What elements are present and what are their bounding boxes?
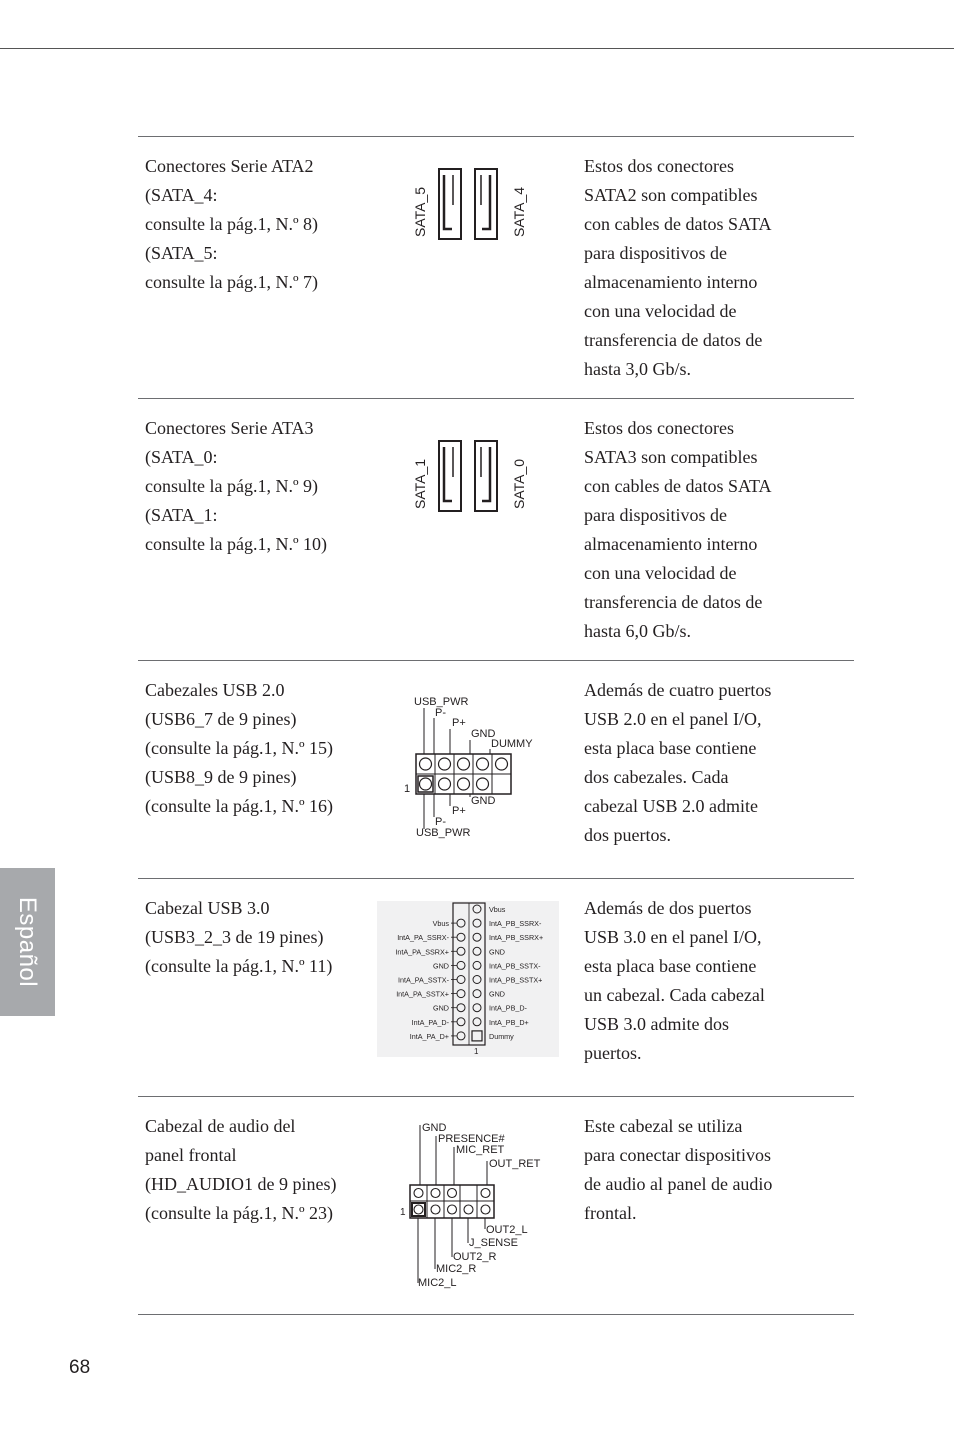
usb3-pin [473,947,481,955]
usb3-right-pins [472,905,543,1041]
text-line: consulte la pág.1, N.º 9) [145,476,319,496]
text-line: con una velocidad de [584,563,737,583]
mic2-l-label: MIC2_L [418,1277,457,1289]
text-line: Estos dos conectores [584,418,734,438]
usb3-description [145,894,370,981]
usb3-right-pin-label: IntA_PB_D- [489,1003,527,1013]
text-line: hasta 6,0 Gb/s. [584,621,691,641]
usb3-pin [457,961,465,969]
usb3-pin [473,1004,481,1012]
text-line: USB 3.0 admite dos [584,1014,730,1034]
sata4-label: SATA_4 [511,186,527,237]
text-line: Cabezales USB 2.0 [145,680,285,700]
text-line: USB 3.0 en el panel I/O, [584,927,762,947]
text-line: Cabezal USB 3.0 [145,898,270,918]
usb3-right-pin-label: IntA_PB_SSTX- [489,961,541,971]
usb3-pin1-marker [472,1031,482,1041]
text-line: (SATA_0: [145,447,218,467]
text-line: (SATA_5: [145,243,218,263]
hd-audio-description [145,1112,370,1228]
row-hd-audio [138,1097,854,1314]
text-line: dos cabezales. Cada [584,767,729,787]
j-sense-label: J_SENSE [469,1237,518,1249]
row-usb2 [138,661,854,878]
row-sata3 [138,399,854,660]
usb3-pin1-label: 1 [474,1047,479,1056]
usb3-right-pin-label: GND [489,947,505,957]
usb3-right-pin-label: Dummy [489,1031,514,1041]
text-line: consulte la pág.1, N.º 7) [145,272,319,292]
usb2-description [145,676,370,821]
usb3-left-pin-label: IntA_PA_D+ [409,1031,449,1041]
usb3-left-pin-label: GND [433,1003,449,1013]
usb3-left-pin-label: IntA_PA_SSTX- [398,975,449,985]
mic2-r-label: MIC2_R [436,1263,477,1275]
usb3-header-diagram [377,901,559,1057]
usb3-pin [473,1018,481,1026]
usb3-pin [457,947,465,955]
text-line: SATA2 son compatibles [584,185,758,205]
row-sata2 [138,137,854,398]
usb3-right-pin-label: IntA_PB_SSRX- [489,919,542,929]
text-line: transferencia de datos de [584,330,763,350]
usb3-right-pin-label: IntA_PB_SSTX+ [489,975,543,985]
usb3-pin [457,976,465,984]
usb3-left-pin-label: Vbus [432,919,449,929]
page-number: 68 [69,1357,91,1378]
usb3-right-pin-label: IntA_PB_SSRX+ [489,933,544,943]
text-line: USB 2.0 en el panel I/O, [584,709,762,729]
sata0-label: SATA_0 [511,458,527,509]
sata5-label: SATA_5 [412,186,428,237]
text-line: para dispositivos de [584,243,727,263]
p-plus-top-label: P+ [452,717,466,729]
usb-pwr-bottom-label: USB_PWR [416,827,471,839]
text-line: Estos dos conectores [584,156,734,176]
text-line: para conectar dispositivos [584,1145,771,1165]
text-line: Este cabezal se utiliza [584,1116,743,1136]
text-line: (consulte la pág.1, N.º 15) [145,738,334,758]
text-line: de audio al panel de audio [584,1174,773,1194]
text-line: (HD_AUDIO1 de 9 pines) [145,1174,337,1194]
usb3-pin [457,1004,465,1012]
language-tab [0,868,55,1016]
usb3-pin [457,1018,465,1026]
usb3-pin [473,933,481,941]
usb3-left-pin-label: IntA_PA_D- [411,1017,449,1027]
usb3-pin [473,919,481,927]
usb3-right-pin-label: IntA_PB_D+ [489,1017,529,1027]
p-plus-bottom-label: P+ [452,805,466,817]
sata3-description [145,414,370,559]
usb3-pin [473,976,481,984]
usb3-pin [473,905,481,913]
usb3-pin [457,1032,465,1040]
out2-l-label: OUT2_L [486,1224,528,1236]
text-line: (SATA_1: [145,505,218,525]
sata2-explanation [584,152,844,384]
text-line: con cables de datos SATA [584,476,772,496]
top-rule [0,48,954,49]
out2-r-label: OUT2_R [453,1251,497,1263]
usb3-pin [473,990,481,998]
text-line: consulte la pág.1, N.º 8) [145,214,319,234]
sata3-explanation [584,414,844,646]
audio-pin1-label: 1 [400,1207,406,1218]
text-line: frontal. [584,1203,637,1223]
text-line: (consulte la pág.1, N.º 11) [145,956,333,976]
usb3-pin [457,933,465,941]
presence-label: PRESENCE# [438,1133,505,1145]
hd-audio-explanation [584,1112,844,1228]
text-line: (consulte la pág.1, N.º 16) [145,796,334,816]
usb3-pin [457,919,465,927]
text-line: con cables de datos SATA [584,214,772,234]
usb3-left-pin-label: GND [433,961,449,971]
text-line: (SATA_4: [145,185,218,205]
usb3-right-pin-label: GND [489,989,505,999]
text-line: esta placa base contiene [584,738,757,758]
usb2-explanation [584,676,844,850]
text-line: cabezal USB 2.0 admite [584,796,758,816]
text-line: esta placa base contiene [584,956,757,976]
language-tab-label: Español [14,896,42,988]
text-line: puertos. [584,1043,642,1063]
gnd-bottom-label: GND [471,795,496,807]
text-line: (consulte la pág.1, N.º 23) [145,1203,334,1223]
text-line: hasta 3,0 Gb/s. [584,359,691,379]
text-line: dos puertos. [584,825,671,845]
mic-ret-label: MIC_RET [456,1144,505,1156]
text-line: consulte la pág.1, N.º 10) [145,534,328,554]
hd-audio-header-diagram [398,1117,548,1291]
out-ret-label: OUT_RET [489,1158,541,1170]
usb3-pin [457,990,465,998]
sata1-label: SATA_1 [412,458,428,509]
usb2-header-diagram [400,691,550,843]
gnd-top-label: GND [471,728,496,740]
text-line: (USB8_9 de 9 pines) [145,767,297,787]
row-usb3 [138,879,854,1096]
text-line: un cabezal. Cada cabezal [584,985,765,1005]
sata2-description [145,152,370,297]
text-line: Además de cuatro puertos [584,680,772,700]
usb3-pin [473,961,481,969]
usb-pwr-top-label: USB_PWR [414,696,469,708]
dummy-label: DUMMY [491,738,533,750]
pin1-label: 1 [404,783,411,795]
usb3-left-pins [395,919,465,1041]
row-divider [138,1314,854,1315]
text-line: Cabezal de audio del [145,1116,296,1136]
text-line: transferencia de datos de [584,592,763,612]
text-line: almacenamiento interno [584,534,758,554]
text-line: SATA3 son compatibles [584,447,758,467]
p-minus-bottom-label: P- [435,816,446,828]
usb3-right-pin-label: Vbus [489,905,506,914]
usb3-explanation [584,894,844,1068]
text-line: Conectores Serie ATA3 [145,418,314,438]
gnd-label: GND [422,1122,447,1134]
text-line: (USB3_2_3 de 19 pines) [145,927,324,947]
text-line: Además de dos puertos [584,898,752,918]
usb3-left-pin-label: IntA_PA_SSTX+ [396,989,449,999]
usb3-left-pin-label: IntA_PA_SSRX+ [395,947,449,957]
text-line: panel frontal [145,1145,237,1165]
text-line: (USB6_7 de 9 pines) [145,709,297,729]
sata3-connector-diagram [404,437,534,517]
text-line: Conectores Serie ATA2 [145,156,314,176]
text-line: para dispositivos de [584,505,727,525]
sata2-connector-diagram [404,165,534,245]
p-minus-top-label: P- [435,707,446,719]
text-line: con una velocidad de [584,301,737,321]
usb3-left-pin-label: IntA_PA_SSRX- [397,933,449,943]
text-line: almacenamiento interno [584,272,758,292]
